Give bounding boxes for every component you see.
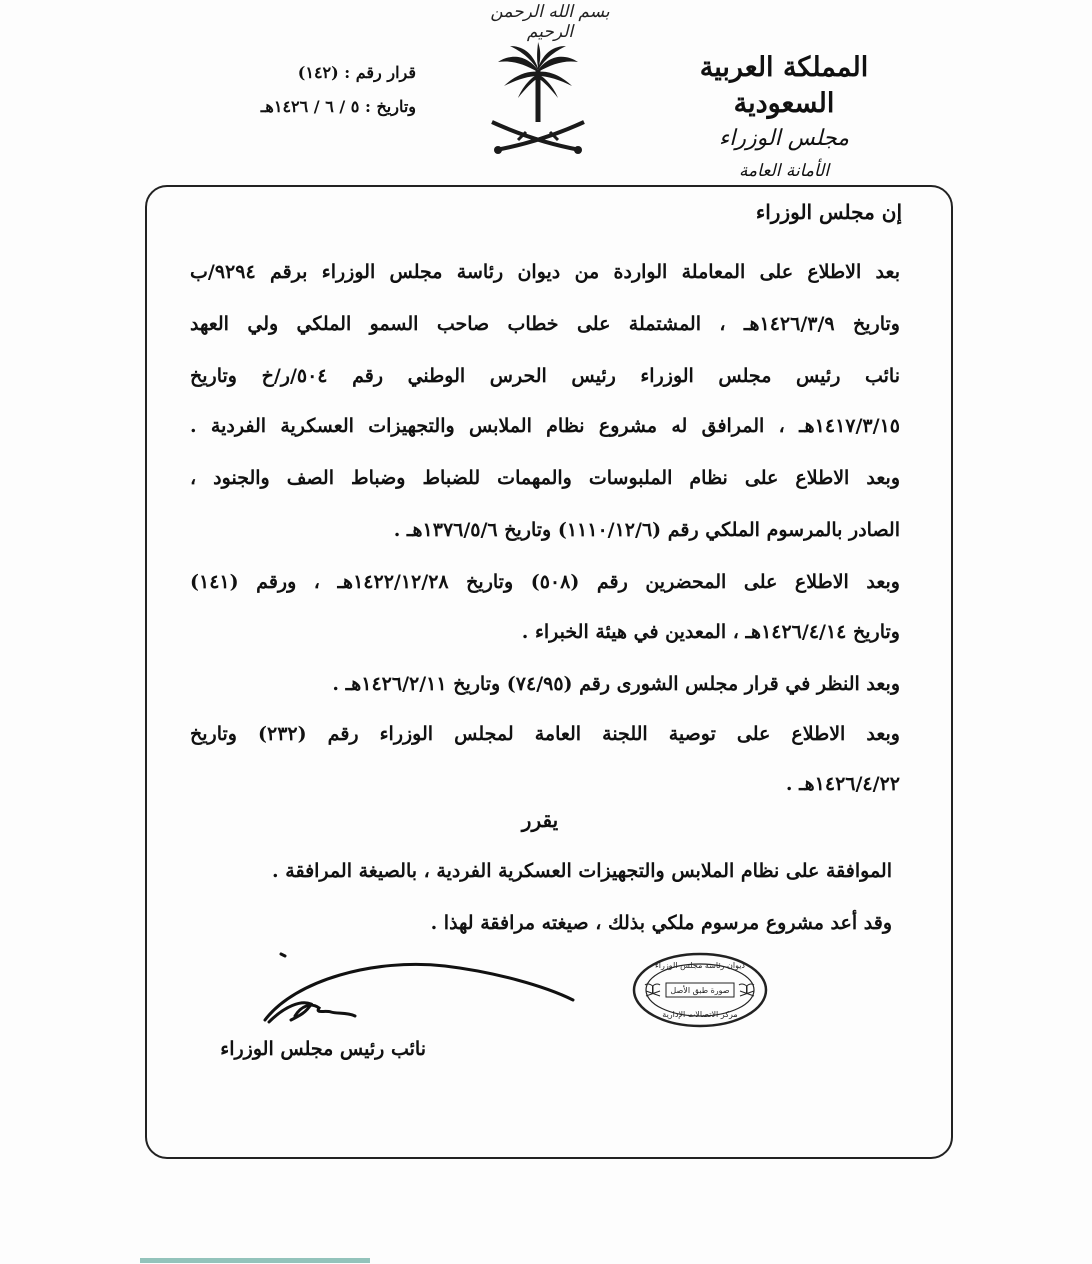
- body-line: بعد الاطلاع على المعاملة الواردة من ديوان رئاسة مجلس الوزراء برقم ٩٢٩٤/ب: [190, 261, 900, 283]
- body-line: نائب رئيس مجلس الوزراء رئيس الحرس الوطني رقم ٥٠٤/ر/خ وتاريخ: [190, 365, 900, 387]
- decision-info: [196, 56, 416, 124]
- body-line: وتاريخ ١٤٢٦/٣/٩هـ ، المشتملة على خطاب صاحب السمو الملكي ولي العهد: [190, 313, 900, 335]
- basmala: بسم الله الرحمن الرحيم: [490, 2, 610, 42]
- office-stamp: [630, 950, 770, 1030]
- stamp-middle-text: صورة طبق الأصل: [670, 986, 730, 995]
- handwritten-signature: [255, 950, 585, 1035]
- palm-swords-emblem-icon: [488, 40, 588, 158]
- secretariat-name: الأمانة العامة: [738, 161, 830, 181]
- body-line: وبعد النظر في قرار مجلس الشورى رقم (٧٤/٩٥) وتاريخ ١٤٢٦/٢/١١هـ .: [332, 673, 900, 695]
- decision-number: قرار رقم : (١٤٢): [297, 63, 416, 82]
- stamp-bottom-text: مركز الاتصالات الإدارية: [662, 1010, 738, 1019]
- body-line: ١٤١٧/٣/١٥هـ ، المرافق له مشروع نظام الملابس والتجهيزات العسكرية الفردية .: [190, 415, 900, 437]
- body-line: وبعد الاطلاع على نظام الملبوسات والمهمات للضباط وضباط الصف والجنود ،: [190, 467, 900, 489]
- body-line: وبعد الاطلاع على توصية اللجنة العامة لمجلس الوزراء رقم (٢٣٢) وتاريخ: [190, 723, 900, 745]
- resolves-heading: يقرر: [521, 808, 559, 832]
- body-line: الصادر بالمرسوم الملكي رقم (١١١٠/١٢/٦) وتاريخ ١٣٧٦/٥/٦هـ .: [393, 519, 900, 541]
- letterhead-issuer: [654, 50, 914, 186]
- decision-date: وتاريخ : ٥ / ٦ / ١٤٢٦هـ: [260, 97, 416, 116]
- footer-scan-mark: [140, 1254, 370, 1264]
- body-line: ١٤٢٦/٤/٢٢هـ .: [785, 773, 900, 795]
- signatory-title: نائب رئيس مجلس الوزراء: [220, 1038, 426, 1060]
- body-line: وبعد الاطلاع على المحضرين رقم (٥٠٨) وتاريخ ١٤٢٢/١٢/٢٨هـ ، ورقم (١٤١): [190, 571, 900, 593]
- stamp-top-text: ديوان رئاسة مجلس الوزراء: [655, 961, 745, 970]
- council-name: مجلس الوزراء: [718, 126, 850, 151]
- resolution-line: وقد أعد مشروع مرسوم ملكي بذلك ، صيغته مرافقة لهذا .: [430, 912, 892, 934]
- resolution-line: الموافقة على نظام الملابس والتجهيزات العسكرية الفردية ، بالصيغة المرافقة .: [272, 860, 892, 882]
- resolution-text: [192, 845, 892, 949]
- body-line: وتاريخ ١٤٢٦/٤/١٤هـ ، المعدين في هيئة الخبراء .: [521, 621, 900, 643]
- opening-heading: إن مجلس الوزراء: [755, 200, 902, 224]
- kingdom-name: المملكة العربية السعودية: [699, 52, 869, 119]
